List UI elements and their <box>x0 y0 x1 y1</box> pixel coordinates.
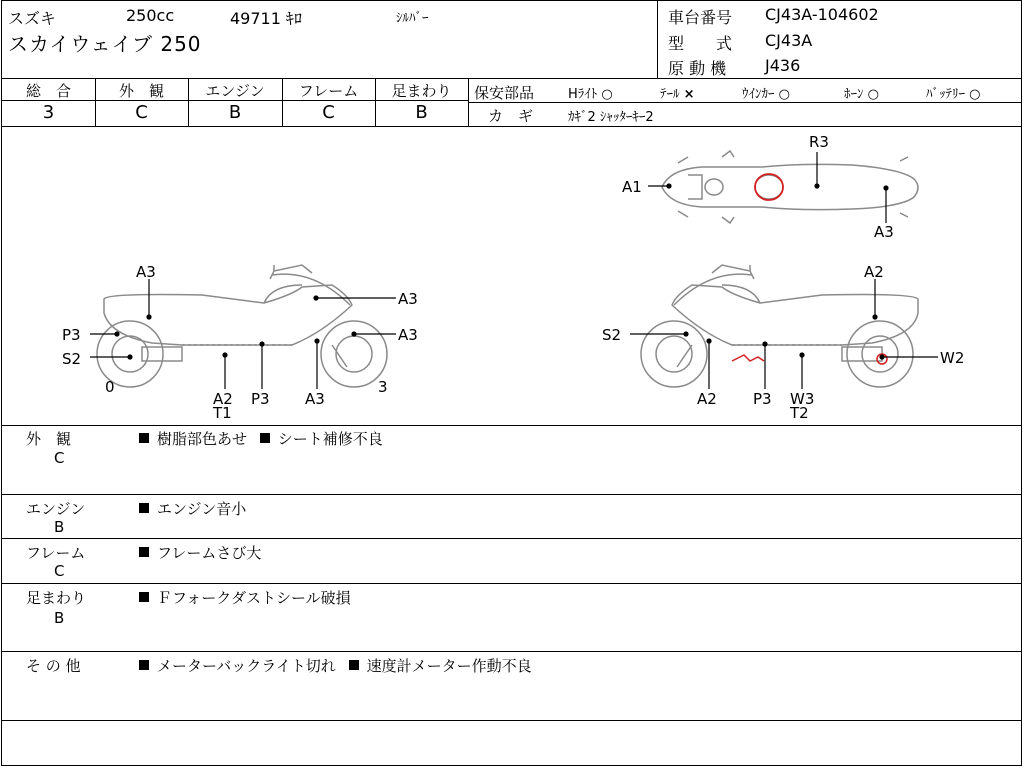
note-item: メーターバックライト切れ <box>157 657 336 675</box>
bullet-icon <box>139 660 149 670</box>
displacement: 250cc <box>126 6 175 25</box>
bullet-icon <box>139 592 149 602</box>
top-view-bike <box>662 151 918 223</box>
damage-diagram <box>2 127 1021 425</box>
damage-circle <box>755 174 783 200</box>
safety-item-battery: ﾊﾞｯﾃﾘｰ ○ <box>926 87 981 102</box>
safety-item-headlight: Hﾗｲﾄ ○ <box>568 87 613 102</box>
note-grade: C <box>54 562 65 580</box>
diagram-label: 3 <box>378 378 388 396</box>
maker: スズキ <box>8 9 57 28</box>
note-label: 外 観 <box>26 430 72 448</box>
right-view-bike <box>641 265 918 387</box>
note-label: 足まわり <box>26 589 87 607</box>
grade-header-overall: 総 合 <box>25 82 71 100</box>
inspection-sheet <box>1 0 1022 766</box>
diagram-label: 0 <box>105 378 115 396</box>
engine-value: J436 <box>765 56 801 75</box>
safety-label: 保安部品 <box>474 84 535 102</box>
safety-item-horn: ﾎｰﾝ ○ <box>844 87 879 102</box>
diagram-label: A3 <box>305 390 325 408</box>
note-row-other <box>2 651 1021 719</box>
diagram-label: S2 <box>602 326 622 344</box>
frame-number: CJ43A-104602 <box>765 5 879 24</box>
grade-col-divider <box>468 78 469 126</box>
type-value: CJ43A <box>765 31 813 50</box>
grade-exterior: C <box>135 102 148 123</box>
note-grade: B <box>54 609 65 627</box>
diagram-label: A3 <box>398 326 418 344</box>
diagram-label: A2 <box>213 390 233 408</box>
safety-item-tail: ﾃｰﾙ × <box>660 87 695 102</box>
bullet-icon <box>139 503 149 513</box>
note-item: 速度計メーター作動不良 <box>366 657 532 675</box>
note-items <box>139 587 359 608</box>
diagram-label: A2 <box>697 390 717 408</box>
bullet-icon <box>139 547 149 557</box>
diagram-label: A2 <box>864 263 884 281</box>
diagram-label: R3 <box>809 133 829 151</box>
left-view-bike <box>97 265 387 387</box>
diagram-label: P3 <box>251 390 270 408</box>
note-label: フレーム <box>26 544 86 562</box>
bullet-icon <box>260 433 270 443</box>
diagram-label: T1 <box>213 404 232 422</box>
grade-header-suspension: 足まわり <box>391 82 452 100</box>
bullet-icon <box>139 433 149 443</box>
frame-label: 車台番号 <box>668 8 733 27</box>
damage-scratch <box>732 355 764 361</box>
note-label: そ の 他 <box>26 657 81 675</box>
key-value: ｶｷﾞ2 ｼｬｯﾀｰｷｰ2 <box>568 110 654 125</box>
bullet-icon <box>349 660 359 670</box>
diagram-label: A3 <box>136 263 156 281</box>
note-item: エンジン音小 <box>157 500 247 518</box>
note-items <box>139 498 254 519</box>
color: ｼﾙﾊﾞｰ <box>396 11 429 26</box>
note-items <box>139 542 269 563</box>
note-grade: B <box>54 518 65 536</box>
grade-overall: 3 <box>42 102 55 123</box>
grade-suspension: B <box>415 102 428 123</box>
note-label: エンジン <box>26 500 86 518</box>
diagram-label: W3 <box>790 390 815 408</box>
note-item: Ｆフォークダストシール破損 <box>157 589 351 607</box>
note-row-exterior <box>2 425 1021 494</box>
note-items <box>139 655 540 676</box>
grade-engine: B <box>228 102 242 123</box>
note-row-suspension <box>2 583 1021 651</box>
safety-mid-line <box>468 102 1021 103</box>
diagram-label: S2 <box>62 350 82 368</box>
diagram-label: P3 <box>753 390 772 408</box>
note-grade: C <box>54 449 65 467</box>
grade-frame: C <box>322 102 335 123</box>
model-name: スカイウェイブ 250 <box>8 32 202 56</box>
note-item: フレームさび大 <box>157 544 262 562</box>
mileage: 49711 ｷﾛ <box>230 9 302 28</box>
grade-header-frame: フレーム <box>298 82 359 100</box>
note-item: シート補修不良 <box>277 430 383 448</box>
diagram-label: P3 <box>62 326 81 344</box>
grade-top-line <box>2 78 1021 79</box>
grade-header-engine: エンジン <box>205 82 265 100</box>
type-label: 型 式 <box>668 34 733 53</box>
diagram-label: T2 <box>790 404 809 422</box>
engine-label: 原 動 機 <box>668 59 727 78</box>
note-row-frame <box>2 538 1021 583</box>
note-items <box>139 428 391 449</box>
diagram-label: A3 <box>398 290 418 308</box>
diagram-label: A1 <box>622 178 642 196</box>
safety-item-winker: ｳｲﾝｶｰ ○ <box>742 87 790 102</box>
key-label: カ ギ <box>488 107 534 125</box>
note-item: 樹脂部色あせ <box>157 430 248 448</box>
grade-header-exterior: 外 観 <box>118 82 164 100</box>
diagram-label: W2 <box>940 349 965 367</box>
header-divider <box>657 1 658 78</box>
top-view-callouts <box>648 152 888 223</box>
diagram-label: A3 <box>874 223 894 241</box>
notes-bottom-line <box>2 720 1021 721</box>
note-row-engine <box>2 494 1021 538</box>
